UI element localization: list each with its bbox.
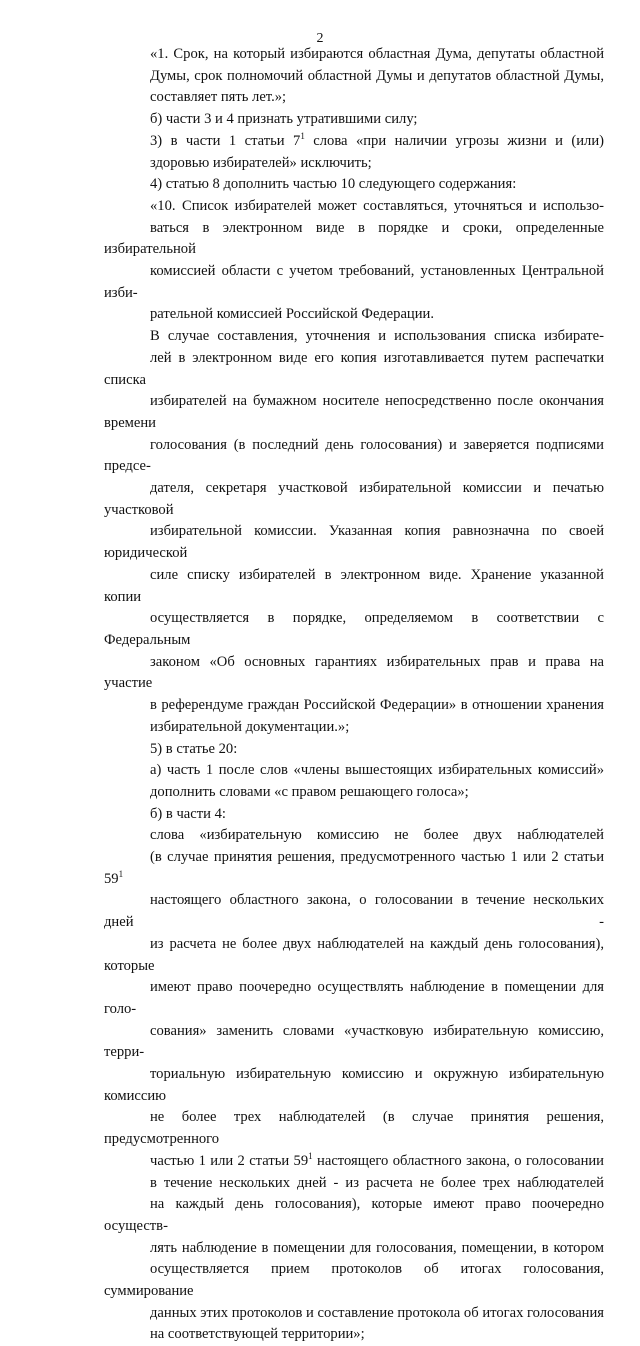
text-run: осуществляется прием протоколов об итогах голосования, суммирование bbox=[104, 1261, 604, 1300]
superscript: 1 bbox=[308, 1150, 313, 1161]
text-line bbox=[104, 1151, 604, 1173]
text-run: лять наблюдение в помещении для голосования, помещении, в котором bbox=[150, 1239, 604, 1256]
text-line bbox=[104, 87, 604, 109]
text-run: б) в части 4: bbox=[150, 805, 226, 822]
text-line bbox=[104, 348, 604, 391]
text-run: в референдуме граждан Российской Федерации» в отношении хранения bbox=[150, 697, 604, 714]
text-run: избирательной комиссии. Указанная копия равнозначна по своей юридической bbox=[104, 523, 604, 562]
paragraph bbox=[104, 174, 604, 196]
text-run: не более трех наблюдателей (в случае принятия решения, предусмотренного bbox=[104, 1109, 604, 1148]
text-run: здоровью избирателей» исключить; bbox=[150, 154, 372, 171]
text-run: законом «Об основных гарантиях избирательных прав и права на участие bbox=[104, 653, 604, 692]
text-run: избирателей на бумажном носителе непосредственно после окончания времени bbox=[104, 393, 604, 431]
text-line bbox=[104, 44, 604, 66]
text-line bbox=[104, 261, 604, 304]
text-run: 4) статью 8 дополнить частью 10 следующего содержания: bbox=[150, 176, 517, 193]
text-run: рательной комиссией Российской Федерации. bbox=[150, 306, 435, 323]
paragraph bbox=[104, 825, 604, 1346]
text-line bbox=[104, 1194, 604, 1237]
text-run: В случае составления, уточнения и использования списка избирате- bbox=[150, 328, 604, 345]
text-run: из расчета не более двух наблюдателей на каждый день голосования), которые bbox=[104, 935, 604, 974]
text-run: голосования (в последний день голосования) и заверяется подписями предсе- bbox=[104, 436, 604, 475]
text-run: комиссией области с учетом требований, установленных Центральной изби- bbox=[104, 263, 604, 301]
text-run: лей в электронном виде его копия изготавливается путем распечатки списка bbox=[104, 349, 604, 388]
text-run: на соответствующей территории»; bbox=[150, 1326, 365, 1343]
text-run: составляет пять лет.»; bbox=[150, 89, 287, 106]
text-line bbox=[104, 391, 604, 434]
paragraph bbox=[104, 109, 604, 131]
text-line bbox=[104, 782, 604, 804]
text-line bbox=[104, 435, 604, 478]
text-run: дополнить словами «с правом решающего голоса»; bbox=[150, 783, 469, 800]
paragraph bbox=[104, 131, 604, 174]
text-line bbox=[104, 109, 604, 131]
page-number: 2 bbox=[316, 31, 324, 46]
text-run: б) части 3 и 4 признать утратившими силу; bbox=[150, 111, 418, 128]
text-run: настоящего областного закона, о голосовании bbox=[312, 1152, 604, 1169]
paragraph bbox=[104, 326, 604, 738]
text-run: слова «при наличии угрозы жизни и (или) bbox=[304, 132, 605, 149]
text-line bbox=[104, 1064, 604, 1107]
text-line bbox=[104, 1021, 604, 1064]
text-line bbox=[104, 174, 604, 196]
text-line bbox=[104, 1259, 604, 1302]
text-run: настоящего областного закона, о голосовании в течение нескольких дней - bbox=[104, 892, 604, 931]
text-line bbox=[104, 847, 604, 890]
text-run: данных этих протоколов и составление протокола об итогах голосования bbox=[150, 1304, 604, 1321]
text-run: силе списку избирателей в электронном виде. Хранение указанной копии bbox=[104, 566, 604, 605]
text-line bbox=[104, 153, 604, 175]
text-line bbox=[104, 521, 604, 564]
text-line bbox=[104, 131, 604, 153]
paragraph bbox=[104, 804, 604, 826]
text-run: в течение нескольких дней - из расчета не более трех наблюдателей bbox=[150, 1174, 604, 1191]
text-line bbox=[104, 304, 604, 326]
text-line bbox=[104, 1324, 604, 1346]
paragraph bbox=[104, 739, 604, 761]
text-line bbox=[104, 804, 604, 826]
text-line bbox=[104, 1238, 604, 1260]
text-line bbox=[104, 825, 604, 847]
text-line bbox=[104, 478, 604, 521]
text-run: слова «избирательную комиссию не более двух наблюдателей bbox=[150, 827, 604, 844]
text-line bbox=[104, 652, 604, 695]
text-line bbox=[104, 977, 604, 1020]
text-line bbox=[104, 66, 604, 88]
text-run: частью 1 или 2 статьи 59 bbox=[150, 1152, 309, 1169]
text-line bbox=[104, 760, 604, 782]
text-line bbox=[104, 695, 604, 717]
text-line bbox=[104, 608, 604, 651]
text-line bbox=[104, 739, 604, 761]
text-run: осуществляется в порядке, определяемом в соответствии с Федеральным bbox=[104, 610, 604, 648]
text-line bbox=[104, 326, 604, 348]
text-line bbox=[104, 1107, 604, 1150]
superscript: 1 bbox=[118, 868, 124, 879]
superscript: 1 bbox=[300, 130, 305, 141]
text-run: 5) в статье 20: bbox=[150, 740, 238, 757]
text-line bbox=[104, 934, 604, 977]
paragraph bbox=[104, 760, 604, 803]
text-line bbox=[104, 1173, 604, 1195]
text-line bbox=[104, 218, 604, 261]
text-line bbox=[104, 196, 604, 218]
text-line bbox=[104, 890, 604, 933]
text-run: а) часть 1 после слов «члены вышестоящих избирательных комиссий» bbox=[150, 762, 604, 779]
text-run: дателя, секретаря участковой избирательной комиссии и печатью участковой bbox=[104, 480, 604, 518]
text-run: ваться в электронном виде в порядке и сроки, определенные избирательной bbox=[104, 219, 604, 258]
paragraph bbox=[104, 196, 604, 326]
text-run: Думы, срок полномочий областной Думы и депутатов областной Думы, bbox=[150, 67, 604, 84]
document-body bbox=[104, 44, 604, 1346]
text-line bbox=[104, 1303, 604, 1325]
text-run: «10. Список избирателей может составляться, уточняться и использо- bbox=[150, 197, 604, 214]
text-run: «1. Срок, на который избираются областная Дума, депутаты областной bbox=[150, 46, 604, 62]
text-run: сования» заменить словами «участковую избирательную комиссию, терри- bbox=[104, 1022, 604, 1061]
text-run: 3) в части 1 статьи 7 bbox=[150, 132, 301, 149]
text-run: ториальную избирательную комиссию и окружную избирательную комиссию bbox=[104, 1066, 604, 1104]
text-run: на каждый день голосования), которые имеют право поочередно осуществ- bbox=[104, 1196, 604, 1234]
text-run: избирательной документации.»; bbox=[150, 718, 350, 735]
text-run: (в случае принятия решения, предусмотренного частью 1 или 2 статьи 59 bbox=[104, 849, 604, 887]
paragraph bbox=[104, 44, 604, 109]
text-line bbox=[104, 565, 604, 608]
text-line bbox=[104, 717, 604, 739]
text-run: имеют право поочередно осуществлять наблюдение в помещении для голо- bbox=[104, 979, 604, 1017]
